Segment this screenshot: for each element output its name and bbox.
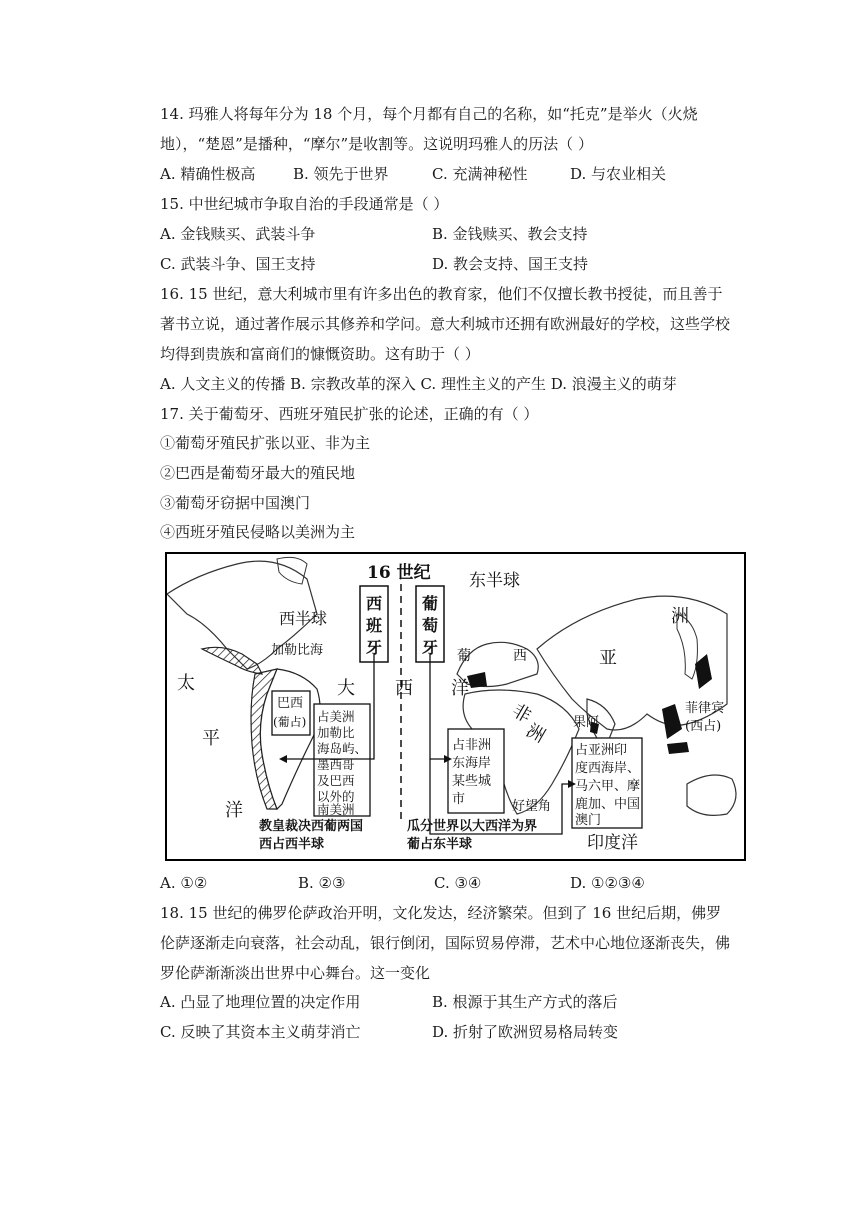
q18-stem-line-2: 伦萨逐渐走向衰落，社会动乱，银行倒闭，国际贸易停滞，艺术中心地位逐渐丧失，佛 bbox=[160, 934, 731, 952]
q17-stem: 17. 关于葡萄牙、西班牙殖民扩张的论述，正确的有（ ） bbox=[160, 405, 539, 423]
q17-item-3: ③葡萄牙窃据中国澳门 bbox=[160, 494, 311, 512]
papal-left-1: 教皇裁决西葡两国 bbox=[259, 819, 364, 834]
q15-option-b[interactable]: B. 金钱赎买、教会支持 bbox=[432, 225, 588, 243]
q18-options-row-1 bbox=[160, 991, 750, 1013]
q17-item-2: ②巴西是葡萄牙最大的殖民地 bbox=[160, 464, 356, 482]
pacific-char-1: 太 bbox=[177, 673, 195, 694]
map-philippines-sub: (西占) bbox=[685, 719, 722, 734]
pacific-char-3: 洋 bbox=[225, 800, 243, 821]
q18-option-c[interactable]: C. 反映了其资本主义萌芽消亡 bbox=[160, 1023, 361, 1041]
atlantic-char-3: 洋 bbox=[451, 678, 469, 699]
q17-item-4: ④西班牙殖民侵略以美洲为主 bbox=[160, 523, 356, 541]
portugal-holdings-1: 占非洲 bbox=[452, 738, 492, 753]
q18-stem-line-3: 罗伦萨渐渐淡出世界中心舞台。这一变化 bbox=[160, 964, 431, 982]
map-asia-char-1: 亚 bbox=[599, 648, 617, 669]
q16-stem-line-2: 著书立说，通过著作展示其修养和学问。意大利城市还拥有欧洲最好的学校，这些学校 bbox=[160, 315, 731, 333]
map-pu-label: 葡 bbox=[457, 648, 471, 664]
spain-box-char-3: 牙 bbox=[366, 638, 383, 657]
map-caribbean: 加勒比海 bbox=[271, 643, 324, 658]
spain-holdings-1: 占美洲 bbox=[317, 709, 355, 724]
spain-holdings-3: 海岛屿、 bbox=[317, 741, 368, 756]
q14-option-c[interactable]: C. 充满神秘性 bbox=[432, 165, 528, 183]
map-century: 16 世纪 bbox=[367, 563, 431, 583]
philippines-black bbox=[662, 704, 682, 739]
q18-option-b[interactable]: B. 根源于其生产方式的落后 bbox=[432, 993, 618, 1011]
greenland-outline bbox=[277, 557, 307, 584]
portugal-holdings-2: 东海岸 bbox=[452, 756, 492, 771]
q16-stem-line-1: 16. 15 世纪，意大利城市里有许多出色的教育家，他们不仅擅长教书授徒，而且善于 bbox=[160, 285, 723, 303]
q14-options bbox=[160, 163, 750, 185]
map-philippines: 菲律宾 bbox=[685, 701, 725, 716]
q18-option-d[interactable]: D. 折射了欧洲贸易格局转变 bbox=[432, 1023, 619, 1041]
iberia-black bbox=[467, 672, 487, 688]
map-west-hemisphere: 西半球 bbox=[279, 609, 328, 628]
spain-holdings-2: 加勒比 bbox=[317, 725, 355, 740]
spain-box-char-2: 班 bbox=[366, 616, 383, 635]
q14-option-d[interactable]: D. 与农业相关 bbox=[570, 165, 667, 183]
q17-option-a[interactable]: A. ①② bbox=[160, 874, 208, 892]
map-goa: 果阿 bbox=[573, 715, 600, 730]
papal-right-1: 瓜分世界以大西洋为界 bbox=[407, 819, 538, 834]
portugal-arrow-africa bbox=[430, 654, 448, 759]
q15-option-a[interactable]: A. 金钱赎买、武装斗争 bbox=[160, 225, 316, 243]
portugal-box-char-1: 葡 bbox=[422, 594, 439, 613]
q15-stem: 15. 中世纪城市争取自治的手段通常是（ ） bbox=[160, 195, 449, 213]
q14-option-b[interactable]: B. 领先于世界 bbox=[293, 165, 389, 183]
map-svg bbox=[167, 554, 744, 859]
q15-option-c[interactable]: C. 武装斗争、国王支持 bbox=[160, 255, 316, 273]
q15-option-d[interactable]: D. 教会支持、国王支持 bbox=[432, 255, 589, 273]
spain-holdings-7: 南美洲 bbox=[317, 802, 355, 817]
papal-left-2: 西占西半球 bbox=[259, 837, 325, 852]
spain-holdings-4: 墨西哥 bbox=[317, 757, 355, 772]
q14-stem-line-1: 14. 玛雅人将每年分为 18 个月，每个月都有自己的名称，如“托克”是举火（火烧 bbox=[160, 105, 698, 123]
q17-option-c[interactable]: C. ③④ bbox=[434, 874, 482, 892]
brazil-label: 巴西 bbox=[277, 696, 304, 711]
asia-holdings-3: 马六甲、摩 bbox=[575, 779, 641, 794]
map-xi-label: 西 bbox=[513, 648, 527, 664]
q14-stem-line-2: 地），“楚恩”是播种，“摩尔”是收割等。这说明玛雅人的历法（ ） bbox=[160, 135, 593, 153]
q15-options-row-2 bbox=[160, 253, 750, 275]
asia-holdings-2: 度西海岸、 bbox=[575, 761, 641, 776]
q17-option-d[interactable]: D. ①②③④ bbox=[570, 874, 645, 892]
atlantic-char-1: 大 bbox=[337, 678, 355, 699]
map-asia-char-2: 洲 bbox=[671, 606, 689, 627]
mexico-spanish bbox=[202, 647, 262, 674]
brazil-portuguese bbox=[260, 669, 320, 809]
q16-options[interactable]: A. 人文主义的传播 B. 宗教改革的深入 C. 理性主义的产生 D. 浪漫主义的萌芽 bbox=[160, 375, 677, 393]
q15-options-row-1 bbox=[160, 223, 750, 245]
map-cape: 好望角 bbox=[512, 799, 552, 814]
atlantic-char-2: 西 bbox=[395, 678, 413, 699]
map-africa-1: 非 bbox=[508, 700, 535, 728]
spain-holdings-5: 及巴西 bbox=[317, 773, 355, 788]
australia-outline bbox=[687, 775, 736, 815]
q17-item-1: ①葡萄牙殖民扩张以亚、非为主 bbox=[160, 434, 371, 452]
map-indian-ocean: 印度洋 bbox=[587, 833, 638, 853]
map-east-hemisphere: 东半球 bbox=[469, 571, 520, 591]
q16-stem-line-3: 均得到贵族和富商们的慷慨资助。这有助于（ ） bbox=[160, 345, 480, 363]
spain-holdings-6: 以外的 bbox=[317, 789, 355, 804]
papal-right-2: 葡占东半球 bbox=[407, 837, 473, 852]
spain-box-char-1: 西 bbox=[366, 594, 383, 613]
portugal-box-char-3: 牙 bbox=[422, 638, 439, 657]
asia-holdings-4: 鹿加、中国 bbox=[575, 797, 641, 812]
q17-options bbox=[160, 872, 750, 894]
portugal-holdings-3: 某些城 bbox=[452, 774, 492, 789]
asia-holdings-5: 澳门 bbox=[575, 813, 602, 828]
taiwan-black bbox=[695, 654, 712, 689]
q18-options-row-2 bbox=[160, 1021, 750, 1043]
moluccas-black bbox=[667, 742, 689, 754]
colonial-expansion-map bbox=[165, 552, 746, 861]
q17-option-b[interactable]: B. ②③ bbox=[298, 874, 346, 892]
portugal-holdings-4: 市 bbox=[452, 792, 466, 807]
q18-option-a[interactable]: A. 凸显了地理位置的决定作用 bbox=[160, 993, 361, 1011]
portugal-box-char-2: 萄 bbox=[422, 616, 439, 635]
pacific-char-2: 平 bbox=[202, 728, 220, 749]
map-africa-2: 洲 bbox=[522, 720, 549, 748]
q18-stem-line-1: 18. 15 世纪的佛罗伦萨政治开明，文化发达，经济繁荣。但到了 16 世纪后期，佛罗 bbox=[160, 904, 722, 922]
asia-holdings-1: 占亚洲印 bbox=[575, 743, 628, 758]
brazil-sub-label: (葡占) bbox=[273, 715, 307, 729]
q14-option-a[interactable]: A. 精确性极高 bbox=[160, 165, 256, 183]
